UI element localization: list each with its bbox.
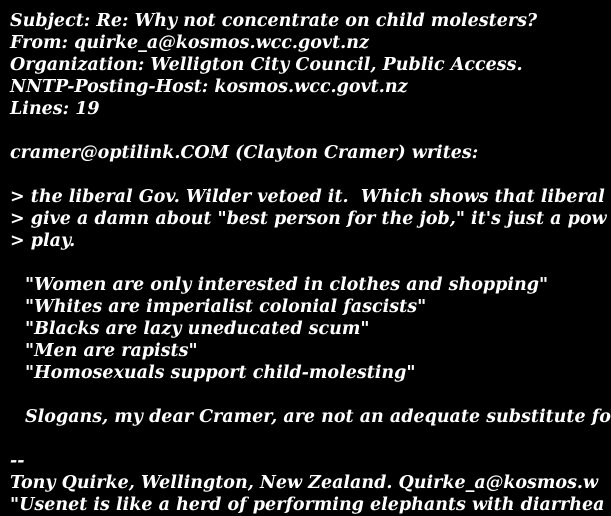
slogan-line: "Women are only interested in clothes and shopping" — [25, 275, 549, 295]
blank-line — [10, 384, 512, 406]
reply-line: Slogans, my dear Cramer, are not an adequate substitute fo — [25, 407, 611, 427]
blank-line — [10, 164, 512, 186]
attribution-line: cramer@optilink.COM (Clayton Cramer) writes: — [10, 143, 479, 163]
quoted-line: > play. — [10, 231, 76, 251]
blank-line — [10, 428, 512, 450]
usenet-post — [10, 10, 611, 515]
lines-header: Lines: 19 — [10, 99, 100, 119]
quoted-line: > give a damn about "best person for the job," it's just a pow — [10, 209, 607, 229]
quoted-line: > the liberal Gov. Wilder vetoed it. Which shows that liberal — [10, 187, 605, 207]
from-header: From: quirke_a@kosmos.wcc.govt.nz — [10, 33, 369, 53]
signature-name-line: Tony Quirke, Wellington, New Zealand. Quirke_a@kosmos.w — [10, 473, 599, 493]
slogan-line: "Homosexuals support child-molesting" — [25, 363, 416, 383]
subject-header: Subject: Re: Why not concentrate on child molesters? — [10, 11, 538, 31]
organization-header: Organization: Welligton City Council, Public Access. — [10, 55, 523, 75]
slogan-line: "Whites are imperialist colonial fascists" — [25, 297, 427, 317]
slogan-line: "Men are rapists" — [25, 341, 198, 361]
signature-quote-line: "Usenet is like a herd of performing elephants with diarrhea — [10, 495, 605, 515]
slogan-line: "Blacks are lazy uneducated scum" — [25, 319, 370, 339]
nntp-host-header: NNTP-Posting-Host: kosmos.wcc.govt.nz — [10, 77, 408, 97]
blank-line — [10, 252, 512, 274]
signature-separator: -- — [10, 451, 25, 471]
blank-line — [10, 120, 512, 142]
